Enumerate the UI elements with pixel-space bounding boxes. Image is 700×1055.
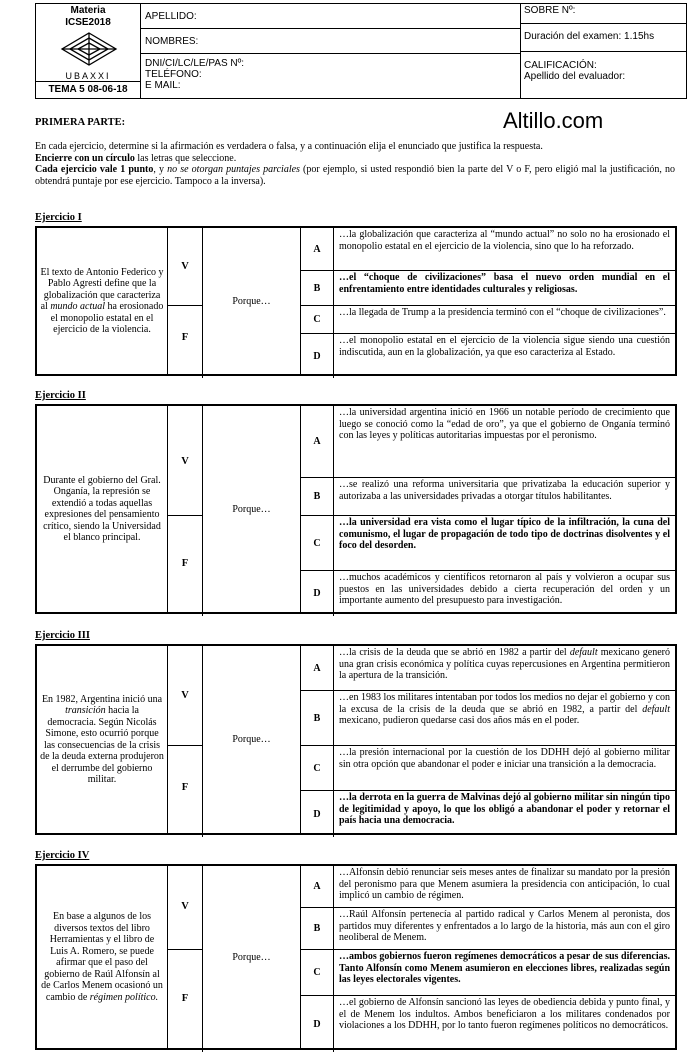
exercise-4-true-option[interactable]: V (168, 866, 203, 950)
exercise-1-option-a[interactable]: A …la globalización que caracteriza al “mundo actual” no solo no ha erosionado el monopolio estatal en el ejercicio de la violencia, sino que lo ha reforzado. (301, 228, 675, 271)
exercise-4-statement: En base a algunos de los diversos textos del libro Herramientas y el libro de Luis A. Romero, se puede afirmar que el paso del gobierno de Raúl Alfonsín al de Carlos Menem ocasionó un cambio de régimen político. (37, 866, 168, 1048)
porque-label: Porque… (203, 646, 301, 833)
calificacion-field: CALIFICACIÓN: (524, 60, 597, 71)
exercise-4-option-b[interactable]: B …Raúl Alfonsín pertenecía al partido radical y Carlos Menem al peronista, dos partidos muy diferentes y enfrentados a lo largo de la historia, más aun con el giro neoliberal de Menem. (301, 908, 675, 950)
exercise-2-true-option[interactable]: V (168, 406, 203, 516)
exercise-3-option-b[interactable]: B …en 1983 los militares intentaban por todos los medios no dejar el gobierno y con la excusa de la crisis de la deuda que se abrió en 1982, a partir del default mexicano, pudieron quedarse casi dos años más en el poder. (301, 691, 675, 746)
exercise-2-option-b[interactable]: B …se realizó una reforma universitaria que privatizaba la educación superior y autorizaba a las universidades privadas a otorgar títulos habilitantes. (301, 478, 675, 516)
exercise-1-false-option[interactable]: F (168, 306, 203, 378)
tema-label: TEMA 5 08-06-18 (36, 81, 140, 98)
exercise-3-option-d[interactable]: D …la derrota en la guerra de Malvinas dejó al gobierno militar sin ningún tipo de legitimidad y apoyo, lo que los obligó a abandonar el poder y retornar el país hacia una democracia. (301, 791, 675, 837)
subject-box (36, 4, 141, 98)
exercise-1-option-b[interactable]: B …el “choque de civilizaciones” basa el nuevo orden mundial en el enfrentamiento entre identidades culturales y religiosas. (301, 271, 675, 306)
ubaxxi-logo-icon (54, 30, 124, 70)
sobre-field[interactable]: SOBRE Nº: (521, 4, 686, 24)
exercise-3-false-option[interactable]: F (168, 746, 203, 837)
porque-label: Porque… (203, 406, 301, 612)
section-title: PRIMERA PARTE: (35, 117, 126, 128)
exercise-1-title: Ejercicio I (35, 212, 82, 223)
telefono-field[interactable]: TELÉFONO: (145, 69, 202, 80)
materia-code: ICSE2018 (65, 17, 111, 28)
materia-label: Materia (70, 5, 106, 16)
duracion-label: Duración del examen: 1.15hs (521, 24, 686, 52)
evaluador-field: Apellido del evaluador: (524, 71, 626, 82)
exercise-4-title: Ejercicio IV (35, 850, 90, 861)
exercise-3-title: Ejercicio III (35, 630, 90, 641)
exercise-1-statement: El texto de Antonio Federico y Pablo Agresti define que la globalización que caracteriza al mundo actual ha erosionado el monopolio estatal en el ejercicio de la violencia. (37, 228, 168, 374)
exercise-2-title: Ejercicio II (35, 390, 86, 401)
nombres-field[interactable]: NOMBRES: (141, 29, 520, 54)
exercise-2-table (35, 404, 677, 614)
exercise-1-true-option[interactable]: V (168, 228, 203, 306)
exercise-4-table (35, 864, 677, 1050)
exercise-4-option-d[interactable]: D …el gobierno de Alfonsín sancionó las leyes de obediencia debida y punto final, y el de Menem los indultos. Ambos beneficiaron a los militares condenados por violaciones a los DDHH, por lo tanto fueron regímenes políticos no democráticos. (301, 996, 675, 1052)
logo-text: UBAXXI (65, 71, 111, 81)
porque-label: Porque… (203, 866, 301, 1048)
exercise-3-option-c[interactable]: C …la presión internacional por la cuestión de los DDHH dejó al gobierno militar sin otra opción que abandonar el poder e iniciar una transición a la democracia. (301, 746, 675, 791)
exercise-1-option-c[interactable]: C …la llegada de Trump a la presidencia terminó con el “choque de civilizaciones”. (301, 306, 675, 334)
exercise-2-option-c[interactable]: C …la universidad era vista como el lugar típico de la infiltración, la cuna del comunismo, el lugar de propagación de todo tipo de doctrinas disolventes y el foco del desorden. (301, 516, 675, 571)
exercise-1-option-d[interactable]: D …el monopolio estatal en el ejercicio de la violencia sigue siendo una cuestión indiscutida, aun en la globalización, ya que eso caracteriza al Estado. (301, 334, 675, 378)
exercise-3-option-a[interactable]: A …la crisis de la deuda que se abrió en 1982 a partir del default mexicano generó una gran crisis económica y política cuyas repercusiones en Argentina permitieron la apertura de la transición. (301, 646, 675, 691)
student-info-box (141, 4, 521, 98)
apellido-field[interactable]: APELLIDO: (141, 4, 520, 29)
exercise-4-option-c[interactable]: C …ambos gobiernos fueron regímenes democráticos a pesar de sus diferencias. Tanto Alfonsín como Menem asumieron en elecciones libres, realizadas según las leyes electorales vigentes. (301, 950, 675, 996)
exercise-4-option-a[interactable]: A …Alfonsín debió renunciar seis meses antes de finalizar su mandato por la presión del peronismo para que Menem asumiera la presidencia con anticipación, lo cual implicó un cambio de régimen. (301, 866, 675, 908)
exercise-2-statement: Durante el gobierno del Gral. Onganía, la represión se extendió a todas aquellas expresiones del pensamiento crítico, siendo la Universidad el blanco principal. (37, 406, 168, 612)
exercise-1-table (35, 226, 677, 376)
exercise-4-false-option[interactable]: F (168, 950, 203, 1052)
exercise-3-true-option[interactable]: V (168, 646, 203, 746)
exam-header (35, 3, 687, 99)
exercise-3-table (35, 644, 677, 835)
exercise-2-option-a[interactable]: A …la universidad argentina inició en 1966 un notable período de crecimiento que luego se conoció como la “edad de oro”, ya que el gobierno de Onganía terminó con las leyes y políticas autoritarias impuestas por el peronismo. (301, 406, 675, 478)
watermark: Altillo.com (503, 108, 604, 133)
exercise-2-option-d[interactable]: D …muchos académicos y científicos retornaron al país y volvieron a ocupar sus puestos en las universidades debido a cierta recuperación del orden y un importante aumento del presupuesto para investigación. (301, 571, 675, 616)
exam-info-box (521, 4, 686, 98)
instructions: En cada ejercicio, determine si la afirmación es verdadera o falsa, y a continuación elija el enunciado que justifica la respuesta. Encierre con un círculo las letras que seleccione. Cada ejercicio vale 1 punto, y no se otorgan puntajes parciales (por ejemplo, si usted respondió bien la parte del V o F, pero eligió mal la justificación, no obtendrá puntaje por ese ejercicio. Tampoco a la inversa). (35, 141, 676, 187)
email-field[interactable]: E MAIL: (145, 80, 181, 91)
exercise-2-false-option[interactable]: F (168, 516, 203, 616)
dni-field[interactable]: DNI/CI/LC/LE/PAS Nº: (145, 58, 245, 69)
exercise-3-statement: En 1982, Argentina inició una transición hacia la democracia. Según Nicolás Simone, esto ocurrió porque las consecuencias de la crisis de la deuda externa produjeron el derrumbe del gobierno militar. (37, 646, 168, 833)
porque-label: Porque… (203, 228, 301, 374)
